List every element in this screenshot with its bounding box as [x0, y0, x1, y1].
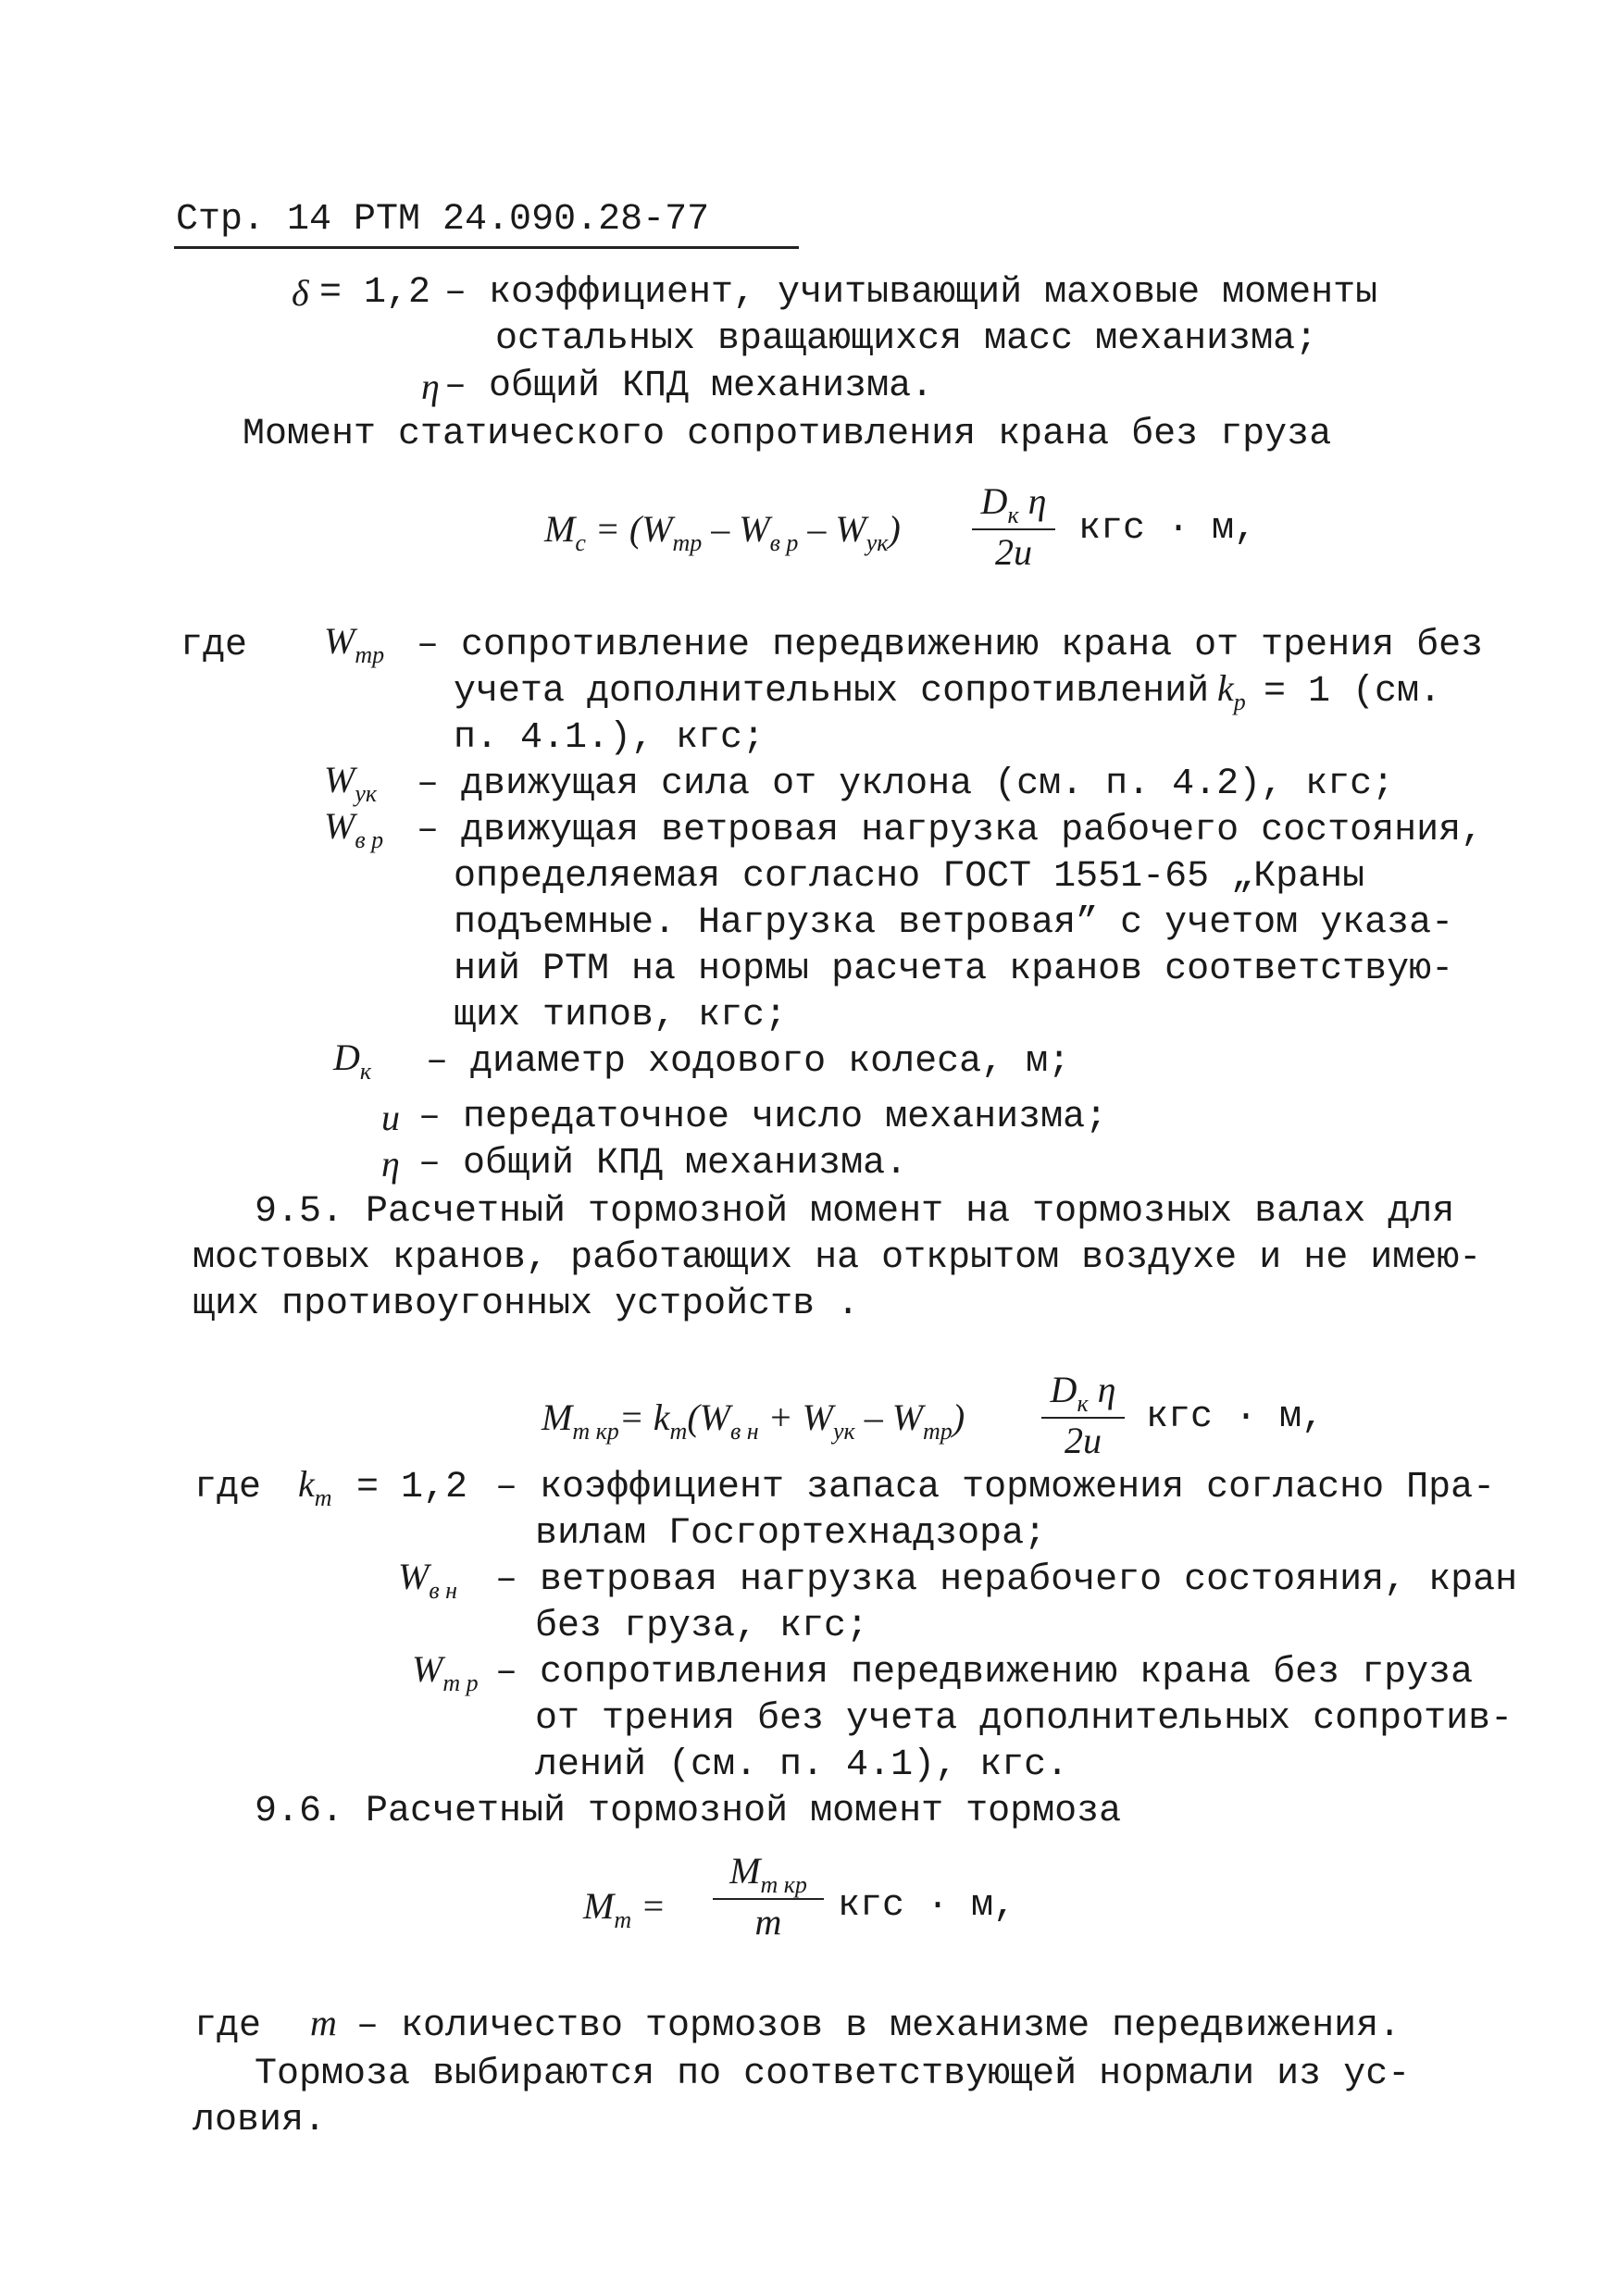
defs2-gde: где [194, 1467, 262, 1508]
section-9-5-line3: щих противоугонных устройств . [193, 1284, 860, 1325]
defs1-w-vr-desc-2: определяемая согласно ГОСТ 1551-65 „Краны [454, 856, 1365, 898]
delta-symbol: δ [292, 272, 309, 314]
defs1-eta-desc: – общий КПД механизма. [418, 1143, 908, 1185]
closing-line2: Тормоза выбираются по соответствующей нормали из ус- [255, 2054, 1411, 2095]
defs1-w-tr-desc: – сопротивление передвижению крана от трения без [417, 625, 1484, 666]
f1-close: ) [888, 508, 901, 550]
defs1-w-tr-desc-2b: = 1 (см. [1264, 671, 1442, 713]
defs2-kt-value: = 1,2 [356, 1467, 468, 1508]
delta-description-cont: остальных вращающихся масс механизма; [495, 318, 1318, 360]
delta-value: = 1,2 [319, 272, 431, 314]
formula-brake-moment-per-brake: $M_т$ = [583, 1885, 666, 1933]
f1-w2: W [739, 508, 770, 550]
defs1-eta: η [381, 1143, 400, 1185]
f1-minus2: – [798, 508, 836, 550]
f2-fraction-bar [1041, 1417, 1125, 1419]
f3-fraction: $M_{т кр}$ m [713, 1851, 824, 1942]
f1-unit: кгс · м, [1078, 508, 1257, 550]
f3-fraction-bar [713, 1898, 824, 1900]
defs1-kp: $k_р$ [1217, 667, 1246, 715]
delta-description: – коэффициент, учитывающий маховые моменты [444, 272, 1378, 314]
defs2-kt: $k_т$ [298, 1463, 332, 1511]
page-header: Стр. 14 РТМ 24.090.28-77 [176, 199, 710, 241]
f1-w3: W [835, 508, 866, 550]
f1-w3-sub: ук [866, 529, 889, 556]
f2-fraction: $D_к$ η 2u [1041, 1370, 1125, 1461]
eta-symbol: η [421, 366, 440, 407]
defs1-w-uk: $W_{ук}$ [324, 759, 378, 807]
f1-fraction [972, 481, 1055, 573]
defs2-w-tr-desc-3: лений (см. п. 4.1), кгс. [535, 1744, 1069, 1786]
defs1-w-vr-desc-3: подъемные. Нагрузка ветровая” с учетом указа- [454, 902, 1454, 944]
defs1-dk-desc: – диаметр ходового колеса, м; [426, 1041, 1071, 1083]
defs1-w-tr-desc-3: п. 4.1.), кгс; [454, 717, 766, 759]
section-9-6: 9.6. Расчетный тормозной момент тормоза [255, 1791, 1122, 1832]
f1-lhs: M [544, 508, 576, 550]
f1-w1-sub: тр [672, 529, 703, 556]
header-underline [174, 246, 799, 249]
f1-fraction-bar [972, 528, 1055, 530]
section-9-5-line2: мостовых кранов, работающих на открытом воздухе и не имею- [193, 1237, 1482, 1279]
defs2-kt-desc: – коэффициент запаса торможения согласно Пра- [495, 1467, 1496, 1508]
f1-num-sub: к [1007, 502, 1019, 528]
defs1-w-vr-desc-4: ний РТМ на нормы расчета кранов соответствую- [454, 949, 1454, 990]
defs1-w-tr: $W_{тр}$ [324, 620, 385, 668]
defs2-w-tr-desc-2: от трения без учета дополнительных сопротив- [535, 1698, 1513, 1740]
defs1-w-vr-desc-5: щих типов, кгс; [454, 995, 788, 1036]
defs1-w-tr-desc-2a: учета дополнительных сопротивлений [454, 671, 1210, 713]
defs1-w-uk-desc: – движущая сила от уклона (см. п. 4.2), кгс; [417, 763, 1395, 805]
f1-den: 2u [995, 531, 1032, 573]
defs1-gde: где [181, 625, 248, 666]
section-9-5-line1: 9.5. Расчетный тормозной момент на тормозных валах для [255, 1191, 1455, 1233]
formula-static-moment [544, 508, 901, 556]
defs2-w-vn-desc-2: без груза, кгс; [535, 1606, 869, 1647]
f2-unit: кгс · м, [1146, 1396, 1325, 1438]
closing-m: m [310, 2002, 337, 2043]
defs2-kt-desc-2: вилам Госгортехнадзора; [535, 1513, 1047, 1555]
f1-eq: = ( [594, 508, 642, 550]
defs1-u: u [381, 1097, 400, 1138]
defs2-w-tr: $W_{т р}$ [412, 1648, 479, 1696]
f1-lhs-sub: c [575, 529, 586, 556]
static-moment-paragraph: Момент статического сопротивления крана без груза [243, 414, 1332, 455]
f1-minus1: – [702, 508, 740, 550]
formula-brake-moment: $M_{т кр}= k_т(W_{в н} + W_{ук} - W_{тр})$ [542, 1396, 965, 1445]
closing-gde: где [194, 2005, 262, 2047]
defs1-u-desc: – передаточное число механизма; [418, 1097, 1108, 1138]
defs1-w-vr: $W_{в р}$ [324, 805, 384, 853]
defs2-w-vn-desc: – ветровая нагрузка нерабочего состояния, кран [495, 1559, 1518, 1601]
f1-num: D [980, 480, 1008, 522]
defs2-w-tr-desc: – сопротивления передвижению крана без груза [495, 1652, 1474, 1694]
closing-line3: ловия. [193, 2100, 327, 2141]
defs1-dk: $D_к$ [333, 1036, 372, 1085]
f1-w1: W [641, 508, 673, 550]
defs1-w-vr-desc: – движущая ветровая нагрузка рабочего состояния, [417, 810, 1484, 851]
eta-description: – общий КПД механизма. [444, 366, 934, 407]
closing-m-desc: – количество тормозов в механизме передвижения. [356, 2005, 1401, 2047]
f1-num-tail: η [1018, 480, 1047, 522]
defs2-w-vn: $W_{в н}$ [398, 1556, 458, 1604]
f1-w2-sub: в р [769, 529, 799, 556]
f3-unit: кгс · м, [838, 1885, 1016, 1927]
